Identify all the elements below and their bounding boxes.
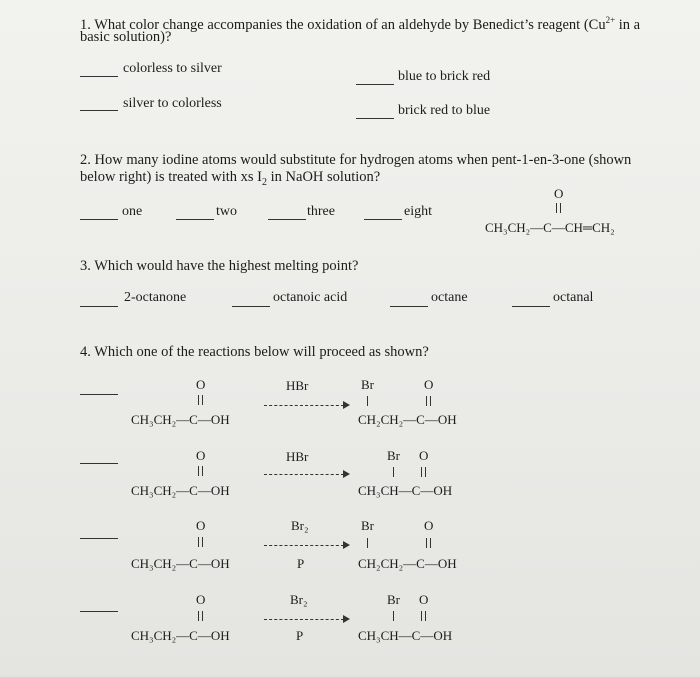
q1-answer-blank-2[interactable] — [356, 84, 394, 85]
q2-answer-blank-1[interactable] — [80, 219, 118, 220]
q2-option-4: eight — [404, 204, 432, 219]
reaction4-product-oxygen: O — [419, 592, 429, 607]
q2-structure-oxygen: O — [554, 186, 564, 201]
reaction3-product-oxygen: O — [424, 518, 434, 533]
reaction4-reactant: CH₃CH₂—C—OH — [131, 628, 230, 643]
q1-option-1: colorless to silver — [123, 61, 222, 76]
reaction4-arrow — [264, 619, 344, 620]
reaction3-product-single-bond — [367, 538, 368, 548]
reaction1-product: CH₂CH₂—C—OH — [358, 412, 457, 427]
q2-structure-formula: CH₃CH₂—C—CH═CH₂ — [485, 220, 615, 235]
q4-answer-blank-4[interactable] — [80, 611, 118, 612]
q3-option-3: octane — [431, 290, 468, 305]
q3-answer-blank-1[interactable] — [80, 306, 118, 307]
q4-answer-blank-1[interactable] — [80, 394, 118, 395]
q4-answer-blank-3[interactable] — [80, 538, 118, 539]
reaction2-reactant-oxygen: O — [196, 448, 206, 463]
q3-option-2: octanoic acid — [273, 290, 348, 305]
reaction3-reagent-below: P — [297, 556, 305, 571]
reaction2-product-bromine: Br — [387, 448, 400, 463]
q2-option-2: two — [216, 204, 237, 219]
reaction1-product-oxygen: O — [424, 377, 434, 392]
reaction1-reactant-double-bond — [198, 395, 203, 405]
reaction3-product-bromine: Br — [361, 518, 374, 533]
reaction3-product: CH₂CH₂—C—OH — [358, 556, 457, 571]
q1-option-4: brick red to blue — [398, 103, 491, 118]
reaction3-reactant-oxygen: O — [196, 518, 206, 533]
q2-subscript: 2 — [262, 176, 268, 188]
reaction1-reactant: CH₃CH₂—C—OH — [131, 412, 230, 427]
q3-option-1: 2-octanone — [124, 290, 187, 305]
q3-prompt: 3. Which would have the highest melting point? — [80, 258, 359, 274]
reaction4-reagent: Br₂ — [290, 592, 308, 607]
reaction1-reactant-oxygen: O — [196, 377, 206, 392]
reaction4-reagent-below: P — [296, 628, 304, 643]
q1-option-3: silver to colorless — [123, 96, 222, 111]
q2-option-1: one — [122, 204, 143, 219]
reaction2-product-oxygen: O — [419, 448, 429, 463]
q2-answer-blank-2[interactable] — [176, 219, 214, 220]
q1-charge: 2+ — [605, 15, 616, 25]
reaction3-reactant: CH₃CH₂—C—OH — [131, 556, 230, 571]
q1-text-end: in a — [615, 16, 641, 33]
reaction2-reagent: HBr — [286, 449, 309, 464]
reaction2-arrow — [264, 474, 344, 475]
reaction2-product: CH₃CH—C—OH — [358, 483, 453, 498]
q1-answer-blank-3[interactable] — [80, 110, 118, 111]
reaction4-product-bromine: Br — [387, 592, 400, 607]
reaction2-reactant: CH₃CH₂—C—OH — [131, 483, 230, 498]
q2-answer-blank-3[interactable] — [268, 219, 306, 220]
q4-prompt: 4. Which one of the reactions below will proceed as shown? — [80, 344, 429, 360]
reaction3-reactant-double-bond — [198, 537, 203, 547]
reaction3-reagent: Br₂ — [291, 518, 309, 533]
reaction3-arrow — [264, 545, 344, 546]
reaction4-product-double-bond — [421, 611, 426, 621]
reaction3-product-double-bond — [426, 538, 431, 548]
q4-answer-blank-2[interactable] — [80, 463, 118, 464]
q2-prompt-line1: 2. How many iodine atoms would substitute for hydrogen atoms when pent-1-en-3-one (shown — [80, 152, 632, 168]
q3-answer-blank-4[interactable] — [512, 306, 550, 307]
reaction4-product-single-bond — [393, 611, 394, 621]
reaction1-arrow — [264, 405, 344, 406]
reaction4-product: CH₃CH—C—OH — [358, 628, 453, 643]
reaction1-product-single-bond — [367, 396, 368, 406]
reaction2-reactant-double-bond — [198, 466, 203, 476]
q2-text: below right) is treated with xs I — [80, 169, 263, 185]
q1-prompt-line2: basic solution)? — [80, 29, 172, 45]
q1-answer-blank-1[interactable] — [80, 76, 118, 77]
reaction1-reagent: HBr — [286, 378, 309, 393]
reaction4-reactant-oxygen: O — [196, 592, 206, 607]
q1-option-2: blue to brick red — [398, 69, 491, 84]
q2-text-end: in NaOH solution? — [267, 169, 381, 185]
q2-option-3: three — [307, 204, 335, 219]
q1-answer-blank-4[interactable] — [356, 118, 394, 119]
q1-text: 1. What color change accompanies the oxidation of an aldehyde by Benedict’s reagent (Cu — [80, 16, 606, 33]
q3-option-4: octanal — [553, 290, 594, 305]
reaction4-reactant-double-bond — [198, 611, 203, 621]
q3-answer-blank-3[interactable] — [390, 306, 428, 307]
q2-structure-double-bond — [556, 203, 561, 213]
reaction2-product-single-bond — [393, 467, 394, 477]
reaction2-product-double-bond — [421, 467, 426, 477]
reaction1-product-double-bond — [426, 396, 431, 406]
reaction1-product-bromine: Br — [361, 377, 374, 392]
q2-prompt-line2 — [80, 169, 380, 191]
q3-answer-blank-2[interactable] — [232, 306, 270, 307]
q2-answer-blank-4[interactable] — [364, 219, 402, 220]
